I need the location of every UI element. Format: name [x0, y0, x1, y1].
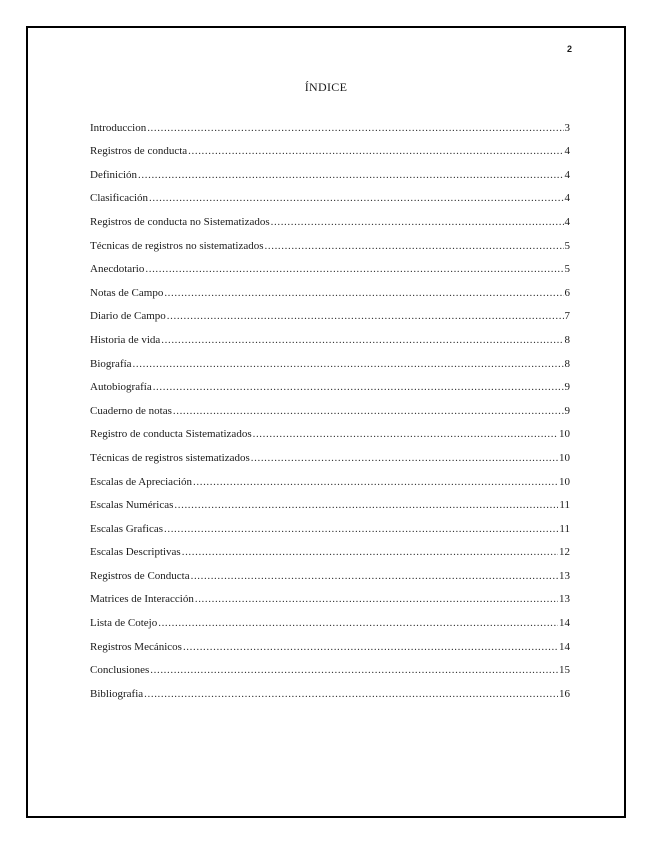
toc-entry-label: Historia de vida	[90, 333, 161, 346]
toc-entry[interactable]	[90, 157, 570, 181]
toc-entry-page-number: 13	[559, 593, 570, 606]
toc-entry-page-number: 9	[564, 381, 570, 394]
toc-entry-label: Escalas Numéricas	[90, 499, 174, 512]
toc-dot-leader	[164, 287, 563, 299]
toc-entry-label: Registros de Conducta	[90, 569, 190, 582]
toc-entry-page-number: 14	[559, 640, 570, 653]
toc-entry-label: Escalas Graficas	[90, 522, 163, 535]
toc-entry-label: Biografía	[90, 357, 132, 370]
toc-entry[interactable]	[90, 440, 570, 464]
toc-entry-label: Registros de conducta	[90, 145, 188, 158]
toc-dot-leader	[182, 546, 558, 558]
toc-dot-leader	[149, 192, 563, 204]
toc-entry-label: Escalas de Apreciación	[90, 475, 193, 488]
toc-entry[interactable]	[90, 275, 570, 299]
toc-entry-page-number: 6	[564, 286, 570, 299]
toc-entry-page-number: 8	[564, 333, 570, 346]
toc-dot-leader	[144, 688, 558, 700]
document-page	[26, 26, 626, 818]
toc-entry[interactable]	[90, 252, 570, 276]
toc-dot-leader	[153, 381, 564, 393]
toc-entry[interactable]	[90, 110, 570, 134]
toc-entry-label: Clasificación	[90, 192, 149, 205]
toc-entry[interactable]	[90, 464, 570, 488]
toc-dot-leader	[191, 570, 558, 582]
toc-entry-page-number: 14	[559, 617, 570, 630]
toc-entry[interactable]	[90, 488, 570, 512]
toc-entry-label: Técnicas de registros no sistematizados	[90, 239, 264, 252]
toc-entry-label: Registros Mecánicos	[90, 640, 182, 653]
toc-dot-leader	[173, 405, 564, 417]
toc-entry[interactable]	[90, 181, 570, 205]
table-of-contents	[90, 110, 570, 700]
toc-entry-label: Registros de conducta no Sistematizados	[90, 215, 270, 228]
toc-dot-leader	[161, 334, 563, 346]
toc-entry[interactable]	[90, 370, 570, 394]
toc-entry-page-number: 8	[564, 357, 570, 370]
toc-entry-page-number: 10	[559, 428, 570, 441]
toc-entry-label: Introduccion	[90, 121, 147, 134]
toc-entry-page-number: 4	[564, 192, 570, 205]
page-title: ÍNDICE	[304, 80, 348, 94]
toc-entry-page-number: 11	[559, 499, 570, 512]
toc-entry-page-number: 10	[559, 451, 570, 464]
toc-dot-leader	[265, 240, 564, 252]
toc-entry[interactable]	[90, 582, 570, 606]
toc-entry-label: Anecdotario	[90, 263, 145, 276]
toc-entry[interactable]	[90, 134, 570, 158]
toc-entry[interactable]	[90, 511, 570, 535]
toc-entry-page-number: 9	[564, 404, 570, 417]
toc-entry-label: Registro de conducta Sistematizados	[90, 428, 252, 441]
toc-dot-leader	[174, 499, 558, 511]
toc-entry-page-number: 16	[559, 687, 570, 700]
toc-entry[interactable]	[90, 322, 570, 346]
toc-dot-leader	[147, 122, 563, 134]
toc-dot-leader	[138, 169, 563, 181]
toc-entry[interactable]	[90, 535, 570, 559]
page-number: 2	[566, 44, 572, 54]
toc-entry[interactable]	[90, 653, 570, 677]
toc-entry-page-number: 11	[559, 522, 570, 535]
toc-entry-page-number: 13	[559, 569, 570, 582]
toc-dot-leader	[253, 428, 558, 440]
toc-entry[interactable]	[90, 346, 570, 370]
toc-entry[interactable]	[90, 417, 570, 441]
toc-entry-label: Bibliografia	[90, 687, 144, 700]
toc-entry[interactable]	[90, 558, 570, 582]
toc-entry-label: Lista de Cotejo	[90, 617, 158, 630]
toc-dot-leader	[188, 145, 563, 157]
toc-entry-page-number: 5	[564, 263, 570, 276]
toc-entry-page-number: 7	[564, 310, 570, 323]
toc-dot-leader	[133, 358, 564, 370]
toc-entry-page-number: 5	[564, 239, 570, 252]
toc-entry-label: Definición	[90, 168, 138, 181]
toc-entry-page-number: 4	[564, 168, 570, 181]
toc-dot-leader	[145, 263, 563, 275]
toc-entry-page-number: 4	[564, 145, 570, 158]
toc-entry-label: Cuaderno de notas	[90, 404, 172, 417]
toc-entry-label: Escalas Descriptivas	[90, 546, 181, 559]
toc-dot-leader	[183, 641, 558, 653]
toc-dot-leader	[150, 664, 558, 676]
toc-entry-label: Matrices de Interacción	[90, 593, 194, 606]
toc-entry[interactable]	[90, 204, 570, 228]
toc-entry-label: Diario de Campo	[90, 310, 166, 323]
toc-dot-leader	[158, 617, 558, 629]
toc-dot-leader	[167, 310, 564, 322]
toc-dot-leader	[164, 523, 558, 535]
toc-entry[interactable]	[90, 299, 570, 323]
toc-entry[interactable]	[90, 629, 570, 653]
toc-entry-label: Autobiografía	[90, 381, 152, 394]
toc-entry[interactable]	[90, 605, 570, 629]
toc-dot-leader	[195, 593, 558, 605]
toc-entry[interactable]	[90, 393, 570, 417]
toc-dot-leader	[193, 476, 558, 488]
toc-entry[interactable]	[90, 676, 570, 700]
toc-entry[interactable]	[90, 228, 570, 252]
toc-dot-leader	[271, 216, 564, 228]
toc-entry-page-number: 4	[564, 215, 570, 228]
toc-dot-leader	[251, 452, 558, 464]
toc-entry-page-number: 10	[559, 475, 570, 488]
toc-entry-page-number: 12	[559, 546, 570, 559]
toc-entry-label: Conclusiones	[90, 664, 150, 677]
toc-entry-label: Técnicas de registros sistematizados	[90, 451, 250, 464]
toc-entry-label: Notas de Campo	[90, 286, 164, 299]
toc-entry-page-number: 3	[564, 121, 570, 134]
toc-entry-page-number: 15	[559, 664, 570, 677]
